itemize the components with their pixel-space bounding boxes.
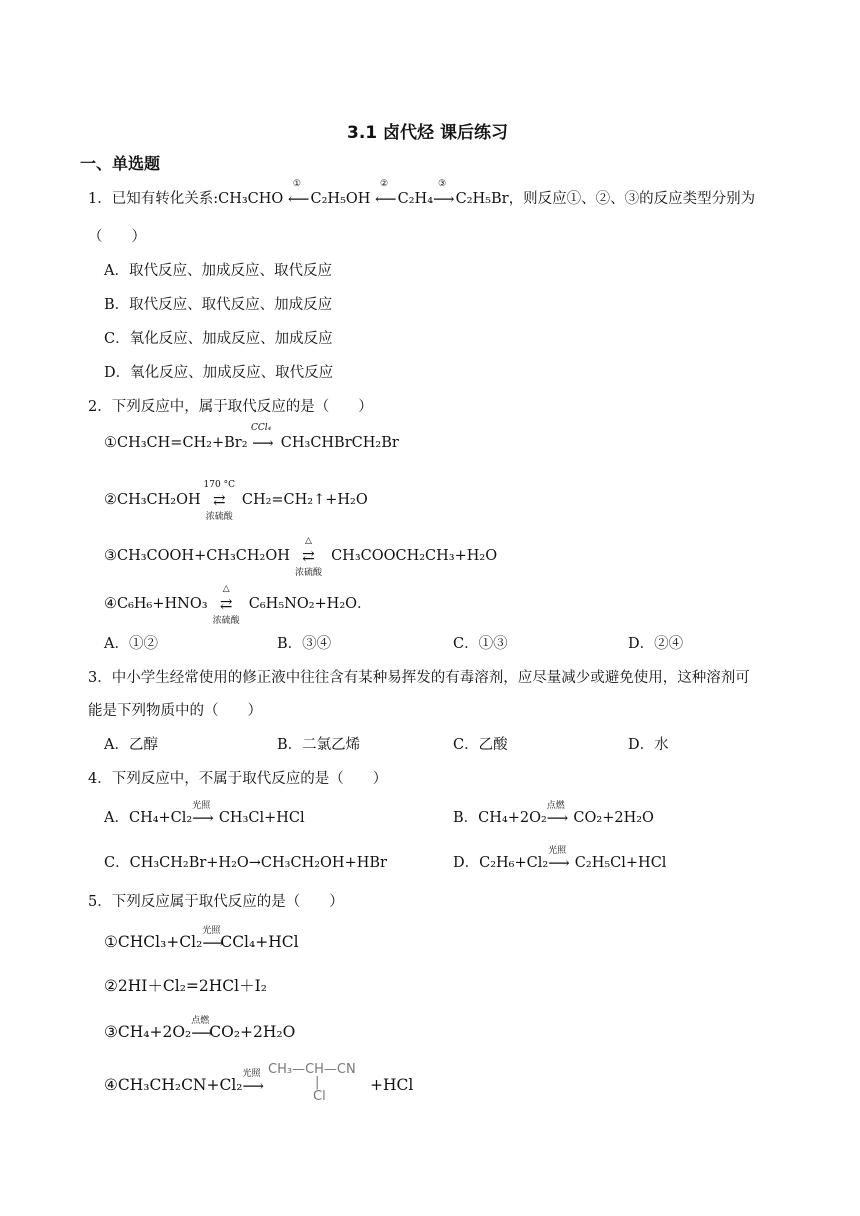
q5-r1-arrow-glyph: ⟶ (202, 934, 224, 952)
q1-text-d: C₂H₅Br，则反应①、②、③的反应类型分别为 (455, 191, 756, 207)
q1-text-c: C₂H₄ (397, 191, 434, 207)
section-heading: 一、单选题 (80, 154, 161, 173)
q2-r4-eq: ⇄ (219, 595, 233, 613)
question-5-stem: 5．下列反应属于取代反应的是（ ） (88, 894, 344, 910)
q2-r1-arrow (251, 423, 274, 452)
q5-r4-arrow-glyph: ⟶ (242, 1077, 265, 1095)
q2-r3-bottom: 浓硫酸 (294, 568, 322, 578)
q1-mark-2: ② (379, 179, 389, 189)
q5-reaction-1 (104, 926, 299, 952)
q5-reaction-3 (104, 1016, 296, 1042)
q1-option-c: C．氧化反应、加成反应、加成反应 (104, 331, 333, 347)
q3-option-c: C．乙酸 (453, 737, 508, 753)
q1-arrow-3 (433, 179, 455, 208)
q1-option-b: B．取代反应、取代反应、加成反应 (104, 297, 333, 313)
q1-arrow-glyph-1: ⟵ (287, 190, 310, 208)
q4-b-right: CO₂+2H₂O (573, 810, 654, 826)
q5-structure-bond: | (315, 1075, 320, 1090)
q1-arrow-2 (375, 179, 397, 208)
q2-reaction-4 (104, 584, 372, 626)
q2-r2-arrow (203, 480, 235, 522)
q2-r1-arrow-glyph: ⟶ (252, 434, 274, 452)
q1-text-a: 1．已知有转化关系:CH₃CHO (88, 191, 284, 207)
q1-option-d: D．氧化反应、加成反应、取代反应 (104, 365, 334, 381)
q1-mark-3: ③ (437, 179, 447, 189)
q5-r1-condition: 光照 (202, 926, 221, 936)
q2-reaction-1 (104, 423, 399, 452)
q4-b-arrow-glyph: ⟶ (546, 809, 569, 827)
question-3-stem-line-1: 3．中小学生经常使用的修正液中往往含有某种易挥发的有毒溶剂，应尽量减少或避免使用，这种溶剂可 (88, 670, 750, 686)
page-title: 3.1 卤代烃 课后练习 (347, 123, 508, 143)
q1-arrow-1 (287, 179, 310, 208)
q2-r2-bottom: 浓硫酸 (205, 512, 233, 522)
q2-option-d: D．②④ (628, 636, 684, 652)
q4-d-left: D．C₂H₆+Cl₂ (453, 855, 549, 871)
q1-text-b: C₂H₅OH (310, 191, 371, 207)
q4-b-left: B．CH₄+2O₂ (453, 810, 547, 826)
q2-r1-left: ①CH₃CH=CH₂+Br₂ (104, 435, 248, 451)
q1-paren: （ ） (88, 229, 146, 245)
q2-r1-condition: CCl₄ (251, 423, 272, 433)
q2-r3-left: ③CH₃COOH+CH₃CH₂OH (104, 548, 290, 564)
q5-r1-arrow (202, 926, 224, 952)
question-3-stem-line-2: 能是下列物质中的（ ） (88, 703, 262, 719)
q5-r4-left: ④CH₃CH₂CN+Cl₂ (104, 1076, 243, 1094)
q2-r2-eq: ⇄ (212, 491, 226, 509)
q4-option-b (453, 801, 654, 827)
q2-r4-right: C₆H₅NO₂+H₂O． (248, 596, 372, 612)
q2-reaction-2 (104, 480, 368, 522)
q2-r3-arrow (294, 536, 322, 578)
q1-arrow-glyph-3: ⟶ (433, 190, 455, 208)
q3-option-d: D．水 (628, 737, 669, 753)
q5-r4-arrow (242, 1069, 265, 1095)
q2-reaction-3 (104, 536, 498, 578)
q3-option-b: B．二氯乙烯 (277, 737, 361, 753)
q5-r1-right: CCl₄+HCl (220, 933, 299, 951)
q2-r2-left: ②CH₃CH₂OH (104, 492, 201, 508)
q4-b-condition: 点燃 (546, 801, 565, 811)
q2-r4-bottom: 浓硫酸 (212, 616, 240, 626)
q4-d-arrow-glyph: ⟶ (548, 854, 570, 872)
q5-r3-left: ③CH₄+2O₂ (104, 1023, 192, 1041)
q5-structure-cl: Cl (313, 1089, 326, 1104)
q4-b-arrow (546, 801, 569, 827)
q5-r4-product: +HCl (370, 1076, 414, 1094)
q5-reaction-2: ②2HI＋Cl₂=2HCl＋I₂ (104, 977, 267, 995)
q2-r3-top: △ (305, 536, 312, 546)
q5-r3-arrow-glyph: ⟶ (191, 1024, 213, 1042)
q4-d-right: C₂H₅Cl+HCl (574, 855, 667, 871)
q1-mark-1: ① (292, 179, 301, 189)
q2-r3-eq: ⇄ (302, 547, 315, 565)
q1-option-a: A．取代反应、加成反应、取代反应 (104, 263, 332, 279)
q4-option-c: C．CH₃CH₂Br+H₂O→CH₃CH₂OH+HBr (104, 855, 387, 871)
q2-r4-arrow (212, 584, 240, 626)
question-2-stem: 2．下列反应中，属于取代反应的是（ ） (88, 399, 373, 415)
q5-structure-chain: CH₃—CH—CN (268, 1062, 356, 1077)
q5-r3-arrow (191, 1016, 213, 1042)
q4-a-right: CH₃Cl+HCl (218, 810, 305, 826)
q2-r4-left: ④C₆H₆+HNO₃ (104, 596, 208, 612)
q2-r1-right: CH₃CHBrCH₂Br (280, 435, 399, 451)
q4-a-left: A．CH₄+Cl₂ (104, 810, 193, 826)
q2-option-b: B．③④ (277, 636, 332, 652)
q1-arrow-glyph-2: ⟵ (375, 190, 397, 208)
q2-option-a: A．①② (104, 636, 158, 652)
q2-r4-top: △ (222, 584, 230, 594)
q5-r1-left: ①CHCl₃+Cl₂ (104, 933, 203, 951)
q3-option-a: A．乙醇 (104, 737, 158, 753)
q4-d-arrow (548, 846, 570, 872)
q4-a-arrow (192, 801, 214, 827)
q4-a-arrow-glyph: ⟶ (192, 809, 214, 827)
q2-r2-top: 170 °C (203, 480, 235, 490)
q5-r4-condition: 光照 (242, 1069, 261, 1079)
q4-option-a (104, 801, 305, 827)
q4-a-condition: 光照 (192, 801, 211, 811)
q4-option-d (453, 846, 667, 872)
question-1-stem (88, 179, 756, 208)
q2-r2-right: CH₂=CH₂↑+H₂O (241, 492, 368, 508)
q4-d-condition: 光照 (548, 846, 567, 856)
q2-r3-right: CH₃COOCH₂CH₃+H₂O (331, 548, 498, 564)
q5-chloro-structure (268, 1062, 356, 1104)
q5-r3-condition: 点燃 (191, 1016, 210, 1026)
question-4-stem: 4．下列反应中，不属于取代反应的是（ ） (88, 771, 388, 787)
q5-reaction-4 (104, 1069, 265, 1095)
q5-r3-right: CO₂+2H₂O (209, 1023, 296, 1041)
q2-option-c: C．①③ (453, 636, 508, 652)
